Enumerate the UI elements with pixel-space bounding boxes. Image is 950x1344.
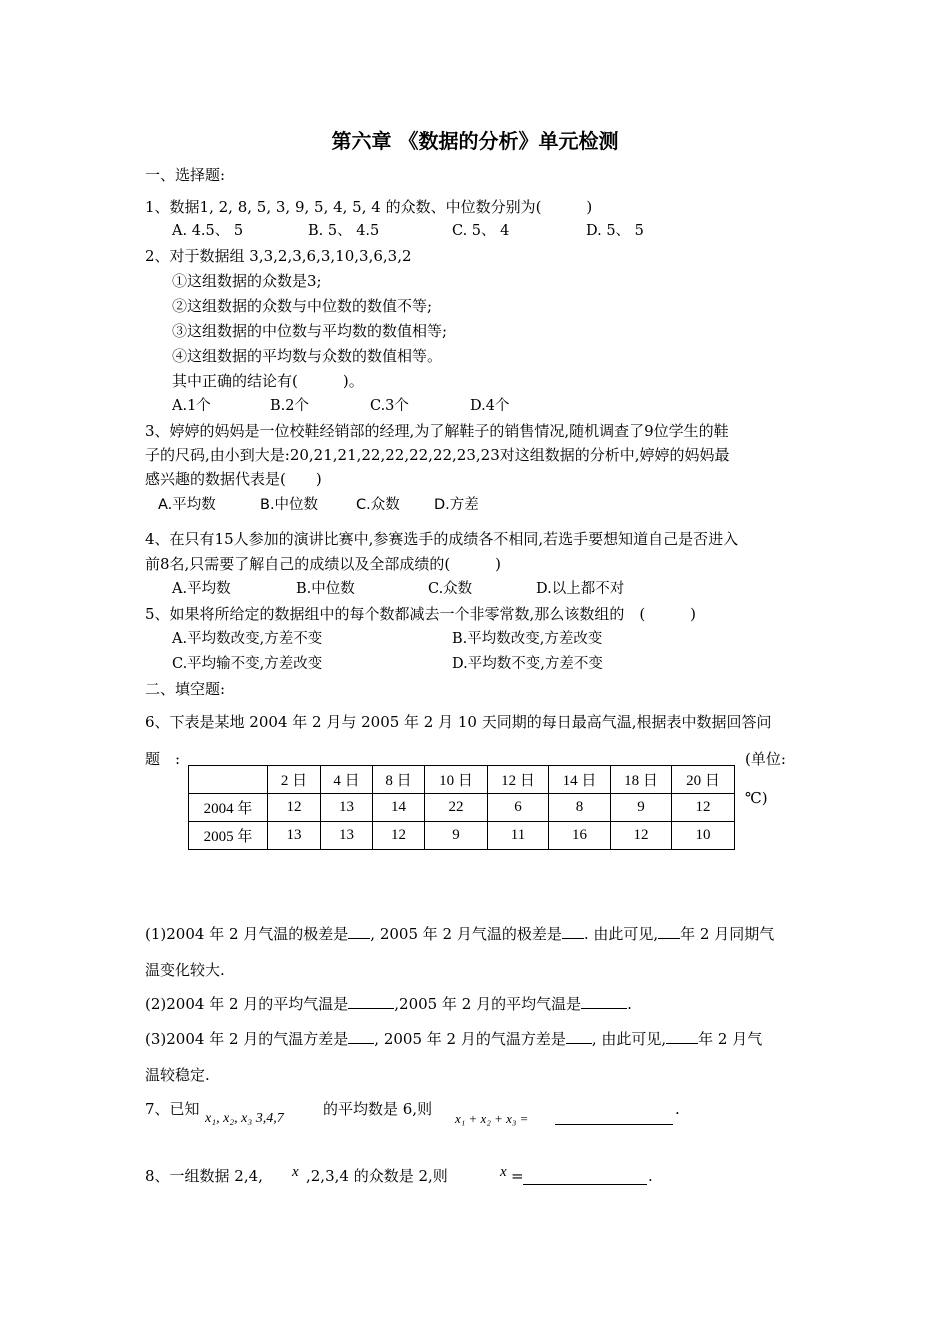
answer-blank[interactable] xyxy=(348,1029,374,1044)
q1-option-c: C. 5、 4 xyxy=(452,223,510,239)
question-6-line-1: 6、下表是某地 2004 年 2 月与 2005 年 2 月 10 天同期的每日最高气温,根据表中数据回答问 xyxy=(145,713,772,731)
q6-sub-2-part-a: (2)2004 年 2 月的平均气温是 xyxy=(145,995,349,1013)
q6-sub-3-part-b: , 2005 年 2 月的气温方差是 xyxy=(374,1030,566,1048)
table-header-row xyxy=(189,766,735,794)
q4-option-b: B.中位数 xyxy=(296,581,355,597)
answer-blank[interactable] xyxy=(658,924,680,939)
q2-statement-4: ④这组数据的平均数与众数的数值相等。 xyxy=(172,347,443,365)
q8-middle: ,2,3,4 的众数是 2,则 xyxy=(306,1167,448,1185)
q6-sub-3-part-d: 年 2 月气 xyxy=(698,1030,763,1048)
table-header-cell: 8 日 xyxy=(373,766,425,794)
unit-label-2: ℃) xyxy=(745,789,768,807)
question-3-line-2: 子的尺码,由小到大是:20,21,21,22,22,22,22,23,23对这组数据的分析中,婷婷的妈妈最 xyxy=(145,446,730,464)
table-header-cell: 4 日 xyxy=(321,766,373,794)
answer-blank[interactable] xyxy=(562,924,584,939)
q6-sub-2-part-b: ,2005 年 2 月的平均气温是 xyxy=(394,995,582,1013)
q6-sub-2-part-c: . xyxy=(627,995,632,1013)
table-cell: 12 xyxy=(373,822,425,850)
q6-sub-3 xyxy=(145,1029,762,1048)
q2-option-b: B.2个 xyxy=(270,398,309,414)
unit-label-1: (单位: xyxy=(745,750,786,768)
table-cell: 12 xyxy=(672,794,735,822)
q8-variable: x xyxy=(292,1164,299,1180)
table-cell: 16 xyxy=(549,822,611,850)
q6-sub-3-continued: 温较稳定. xyxy=(145,1066,210,1084)
q5-option-b: B.平均数改变,方差改变 xyxy=(452,631,603,647)
table-cell: 13 xyxy=(268,822,321,850)
question-4-line-2: 前8名,只需要了解自己的成绩以及全部成绩的( ) xyxy=(145,555,502,573)
q1-option-a: A. 4.5、 5 xyxy=(172,223,244,239)
q4-option-d: D.以上都不对 xyxy=(536,581,625,597)
temperature-table xyxy=(188,765,735,850)
table-cell: 13 xyxy=(321,794,373,822)
table-header-cell xyxy=(189,766,268,794)
q2-statement-2: ②这组数据的众数与中位数的数值不等; xyxy=(172,297,433,315)
table-cell: 11 xyxy=(488,822,549,850)
q3-option-a: A.平均数 xyxy=(158,497,216,513)
answer-blank[interactable] xyxy=(566,1029,592,1044)
q2-option-d: D.4个 xyxy=(470,398,510,414)
question-6-line-2: 题 : xyxy=(145,750,181,768)
q2-option-c: C.3个 xyxy=(370,398,409,414)
q8-equals: = xyxy=(511,1167,524,1185)
table-cell: 6 xyxy=(488,794,549,822)
table-header-cell: 12 日 xyxy=(488,766,549,794)
answer-blank[interactable] xyxy=(348,924,370,939)
table-row xyxy=(189,794,735,822)
table-header-cell: 18 日 xyxy=(611,766,672,794)
q6-sub-1 xyxy=(145,924,774,943)
q2-statement-1: ①这组数据的众数是3; xyxy=(172,272,322,290)
question-7-prefix: 7、已知 xyxy=(145,1100,200,1118)
table-cell: 10 xyxy=(672,822,735,850)
page-title: 第六章 《数据的分析》单元检测 xyxy=(331,129,619,153)
answer-blank[interactable] xyxy=(581,994,627,1009)
q6-sub-1-continued: 温变化较大. xyxy=(145,961,225,979)
q6-sub-3-part-a: (3)2004 年 2 月的气温方差是 xyxy=(145,1030,349,1048)
question-3-line-3: 感兴趣的数据代表是( ) xyxy=(145,470,322,488)
section-fill-heading: 二、填空题: xyxy=(145,680,226,698)
q3-option-c: C.众数 xyxy=(356,497,400,513)
q7-sum-expression: x₁ + x₂ + x₃ = xyxy=(455,1111,529,1126)
q2-option-a: A.1个 xyxy=(172,398,211,414)
q8-end: . xyxy=(648,1167,653,1185)
table-cell: 22 xyxy=(425,794,488,822)
q6-sub-2 xyxy=(145,994,632,1013)
table-cell: 9 xyxy=(611,794,672,822)
q6-sub-1-part-b: , 2005 年 2 月气温的极差是 xyxy=(370,925,562,943)
q7-expression: x₁, x₂, x₃ 3,4,7 xyxy=(205,1111,284,1126)
q1-option-d: D. 5、 5 xyxy=(586,223,644,239)
question-5: 5、如果将所给定的数据组中的每个数都减去一个非零常数,那么该数组的 ( ) xyxy=(145,605,697,623)
q4-option-a: A.平均数 xyxy=(172,581,231,597)
question-2: 2、对于数据组 3,3,2,3,6,3,10,3,6,3,2 xyxy=(145,247,412,265)
q2-ask: 其中正确的结论有( )。 xyxy=(172,372,364,390)
q5-option-c: C.平均输不变,方差改变 xyxy=(172,656,323,672)
table-header-cell: 10 日 xyxy=(425,766,488,794)
question-4-line-1: 4、在只有15人参加的演讲比赛中,参赛选手的成绩各不相同,若选手要想知道自己是否进入 xyxy=(145,530,739,548)
q5-option-d: D.平均数不变,方差不变 xyxy=(452,656,603,672)
q4-option-c: C.众数 xyxy=(428,581,473,597)
table-header-cell: 20 日 xyxy=(672,766,735,794)
q6-sub-1-part-c: . 由此可见, xyxy=(583,925,659,943)
q6-sub-1-part-d: 年 2 月同期气 xyxy=(680,925,775,943)
table-header-cell: 14 日 xyxy=(549,766,611,794)
table-cell: 13 xyxy=(321,822,373,850)
table-cell: 2004 年 xyxy=(189,794,268,822)
q2-statement-3: ③这组数据的中位数与平均数的数值相等; xyxy=(172,322,448,340)
q3-option-b: B.中位数 xyxy=(260,497,319,513)
q1-option-b: B. 5、 4.5 xyxy=(308,223,380,239)
q8-variable-2: x xyxy=(500,1164,507,1180)
q5-option-a: A.平均数改变,方差不变 xyxy=(172,631,323,647)
table-header-cell: 2 日 xyxy=(268,766,321,794)
q3-option-d: D.方差 xyxy=(434,497,479,513)
table-cell: 2005 年 xyxy=(189,822,268,850)
q7-end: . xyxy=(675,1100,680,1118)
q7-answer-blank[interactable] xyxy=(555,1110,673,1125)
answer-blank[interactable] xyxy=(666,1029,698,1044)
table-cell: 12 xyxy=(268,794,321,822)
q7-middle: 的平均数是 6,则 xyxy=(323,1100,433,1118)
table-cell: 9 xyxy=(425,822,488,850)
section-choice-heading: 一、选择题: xyxy=(145,166,226,184)
table-cell: 8 xyxy=(549,794,611,822)
q6-sub-1-part-a: (1)2004 年 2 月气温的极差是 xyxy=(145,925,349,943)
question-3-line-1: 3、婷婷的妈妈是一位校鞋经销部的经理,为了解鞋子的销售情况,随机调查了9位学生的鞋 xyxy=(145,422,729,440)
table-cell: 14 xyxy=(373,794,425,822)
question-8-prefix: 8、一组数据 2,4, xyxy=(145,1167,263,1185)
table-cell: 12 xyxy=(611,822,672,850)
question-1: 1、数据1, 2, 8, 5, 3, 9, 5, 4, 5, 4 的众数、中位数分别为( ) xyxy=(145,198,593,216)
q6-sub-3-part-c: , 由此可见, xyxy=(591,1030,667,1048)
answer-blank[interactable] xyxy=(348,994,394,1009)
table-row xyxy=(189,822,735,850)
q8-answer-blank[interactable] xyxy=(523,1170,647,1185)
